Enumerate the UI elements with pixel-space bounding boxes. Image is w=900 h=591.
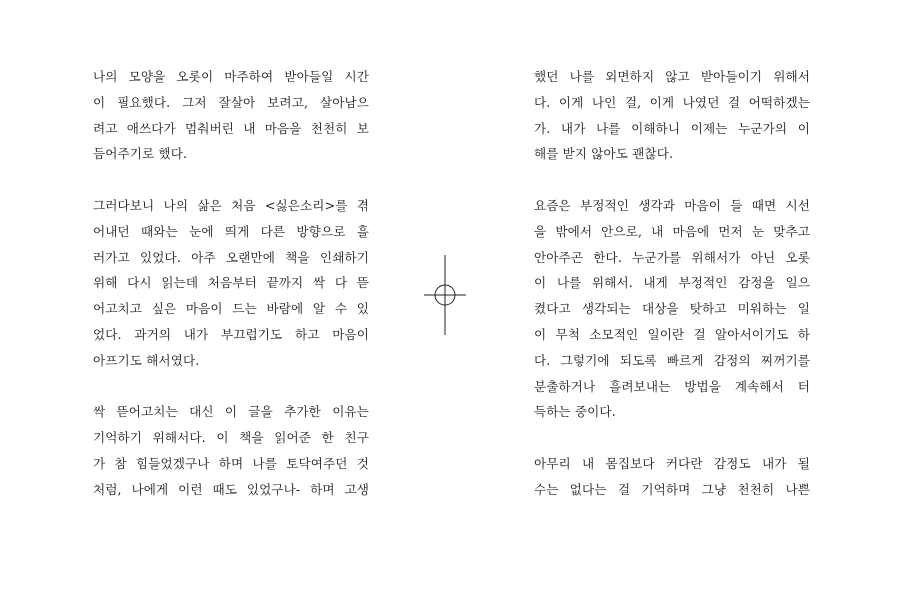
text-line: 러가고 있었다. 아주 오랜만에 책을 인쇄하기 xyxy=(93,249,369,265)
text-line: 켰다고 생각되는 대상을 탓하고 미워하는 일 xyxy=(534,301,810,317)
text-line: 했던 나를 외면하지 않고 받아들이기 위해서 xyxy=(534,69,810,84)
text-line: 위해 다시 읽는데 처음부터 끝까지 싹 다 뜯 xyxy=(93,275,369,291)
text-line: 분출하거나 흘려보내는 방법을 계속해서 터 xyxy=(534,378,810,394)
text-line: 이 나를 위해서. 내게 부정적인 감정을 일으 xyxy=(534,275,810,291)
text-line: 안아주곤 한다. 누군가를 위해서가 아닌 오롯 xyxy=(534,249,810,265)
paragraph xyxy=(93,193,369,374)
paragraph-gap xyxy=(93,374,369,400)
text-line: 처럼, 나에게 이런 때도 있었구나- 하며 고생 xyxy=(93,481,369,497)
registration-crosshair-icon xyxy=(424,255,466,335)
paragraph xyxy=(534,64,810,167)
text-line: 가 참 힘들었겠구나 하며 나를 토닥여주던 것 xyxy=(93,455,369,471)
text-line: 을 밖에서 안으로, 내 마음에 먼저 눈 맞추고 xyxy=(534,223,810,239)
text-line: 어고치고 싶은 마음이 드는 바람에 알 수 있 xyxy=(93,301,369,317)
text-line: 다. 그렇기에 되도록 빠르게 감정의 찌꺼기를 xyxy=(534,352,810,368)
text-line: 그러다보니 나의 삶은 처음 <싫은소리>를 겪 xyxy=(93,197,369,213)
text-line: 요즘은 부정적인 생각과 마음이 들 때면 시선 xyxy=(534,197,810,213)
text-line: 기억하기 위해서다. 이 책을 읽어준 한 친구 xyxy=(93,430,369,446)
text-line: 어내던 때와는 눈에 띄게 다른 방향으로 흘 xyxy=(93,223,369,239)
paragraph xyxy=(93,399,369,502)
paragraph-gap xyxy=(534,425,810,451)
right-page-column xyxy=(534,64,810,503)
text-line: 수는 없다는 걸 기억하며 그냥 천천히 나쁜 xyxy=(534,481,810,497)
left-page-column xyxy=(93,64,369,503)
paragraph xyxy=(534,193,810,425)
paragraph xyxy=(93,64,369,167)
paragraph-gap xyxy=(93,167,369,193)
text-line: 려고 애쓰다가 멈춰버린 내 마음을 천천히 보 xyxy=(93,120,369,136)
text-line: 싹 뜯어고치는 대신 이 글을 추가한 이유는 xyxy=(93,404,369,420)
text-line: 었다. 과거의 내가 부끄럽기도 하고 마음이 xyxy=(93,326,369,342)
text-line: 아프기도 해서였다. xyxy=(93,352,200,368)
text-line: 해를 받지 않아도 괜찮다. xyxy=(534,146,674,162)
text-line: 다. 이게 나인 걸, 이게 나였던 걸 어떡하겠는 xyxy=(534,94,810,110)
text-line: 아무리 내 몸집보다 커다란 감정도 내가 될 xyxy=(534,455,810,471)
text-line: 가. 내가 나를 이해하니 이제는 누군가의 이 xyxy=(534,120,810,136)
text-line: 이 무척 소모적인 일이란 걸 알아서이기도 하 xyxy=(534,326,810,342)
text-line: 듬어주기로 했다. xyxy=(93,146,188,162)
paragraph xyxy=(534,451,810,503)
text-line: 득하는 중이다. xyxy=(534,404,616,420)
text-line: 이 필요했다. 그저 잘살아 보려고, 살아남으 xyxy=(93,94,369,110)
text-line: 나의 모양을 오롯이 마주하여 받아들일 시간 xyxy=(93,69,369,84)
paragraph-gap xyxy=(534,167,810,193)
